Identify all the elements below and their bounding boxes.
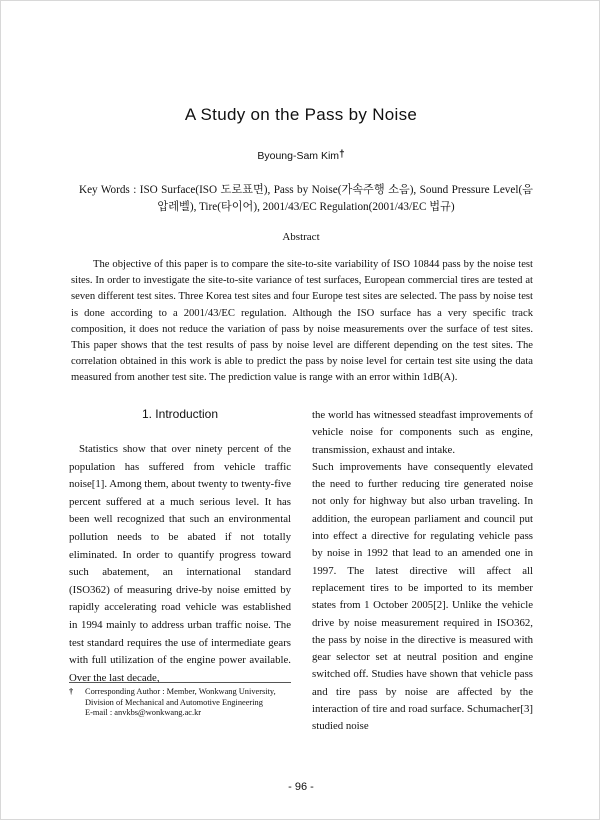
- body-column-right: [312, 407, 533, 736]
- author-name: Byoung-Sam Kim: [257, 150, 340, 162]
- abstract-heading: Abstract: [282, 231, 320, 243]
- footnote-mark: †: [69, 687, 74, 696]
- footnote-email: E-mail : anvkbs@wonkwang.ac.kr: [85, 708, 202, 718]
- page-number: - 96 -: [288, 781, 314, 793]
- paragraph: Such improvements have consequently elevated the need to further reducing tire generated noise not only for highway but also urban traveling. In addition, the european parliament and council put into effect a directive for regulating vehicle pass by noise in 1992 that lead to an amended one in 1997. The latest directive will affect all replacement tires to be imported to its member states from 1 October 2005[2]. Unlike the vehicle drive by noise measurement required in ISO362, the pass by noise in the directive is measured with gear selector set at neutral position and engine switched off. Studies have shown that vehicle pass and tire pass by noise are affected by the interaction of tire and road surface. Schumacher[3] studied noise: [312, 460, 533, 733]
- paper-title: A Study on the Pass by Noise: [184, 105, 418, 124]
- body-column-left: Statistics show that over ninety percent of the population has suffered from vehicle traffic noise[1]. Among them, about twenty to twenty-five percent suffered at a much serious level. It has been well recognized that such an environmental pollution needs to be abated if not totally eliminated. In order to quantify progress toward such abatement, an international standard (ISO362) of measuring drive-by noise emitted by rapidly accelerating road vehicle was established in 1994 mainly to address urban traffic noise. The test standard requires the use of intermediate gears with full utilization of the engine power available. Over the last decade,: [69, 443, 291, 684]
- footnote-line: Corresponding Author : Member, Wonkwang University,: [85, 687, 276, 696]
- keywords: Key Words : ISO Surface(ISO 도로표면), Pass by Noise(가속주행 소음), Sound Pressure Level(음압레벨), Tire(타이어), 2001/43/EC Regulation(2001/43/EC 법규): [79, 184, 533, 213]
- footnote-divider: [69, 682, 291, 683]
- author-line: [1, 149, 600, 162]
- abstract-body: The objective of this paper is to compare the site-to-site variability of ISO 10844 pass by the noise test sites. In order to investigate the site-to-site variance of test surfaces, European commercial tires are tested at seven different test sites. Three Korea test sites and four Europe test sites are selected. The pass by noise test is done according to a 2001/43/EC regulation. Although the ISO surface has a very specific track composition, it does not reduce the variation of pass by noise measurements over the surface of test sites. This paper shows that the test results of pass by noise level are different depending on the test sites. The correlation obtained in this work is able to predict the pass by noise level for certain test site using the data measured from another test site. The prediction value is range with an error within 1dB(A).: [71, 259, 533, 384]
- author-footnote-mark: †: [339, 149, 345, 160]
- footnote: [69, 687, 291, 719]
- section-heading-introduction: 1. Introduction: [141, 407, 219, 421]
- footnote-line: Division of Mechanical and Automotive Engineering: [85, 697, 263, 707]
- paragraph: the world has witnessed steadfast improvements of vehicle noise for components such as engine, transmission, exhaust and intake.: [312, 409, 533, 456]
